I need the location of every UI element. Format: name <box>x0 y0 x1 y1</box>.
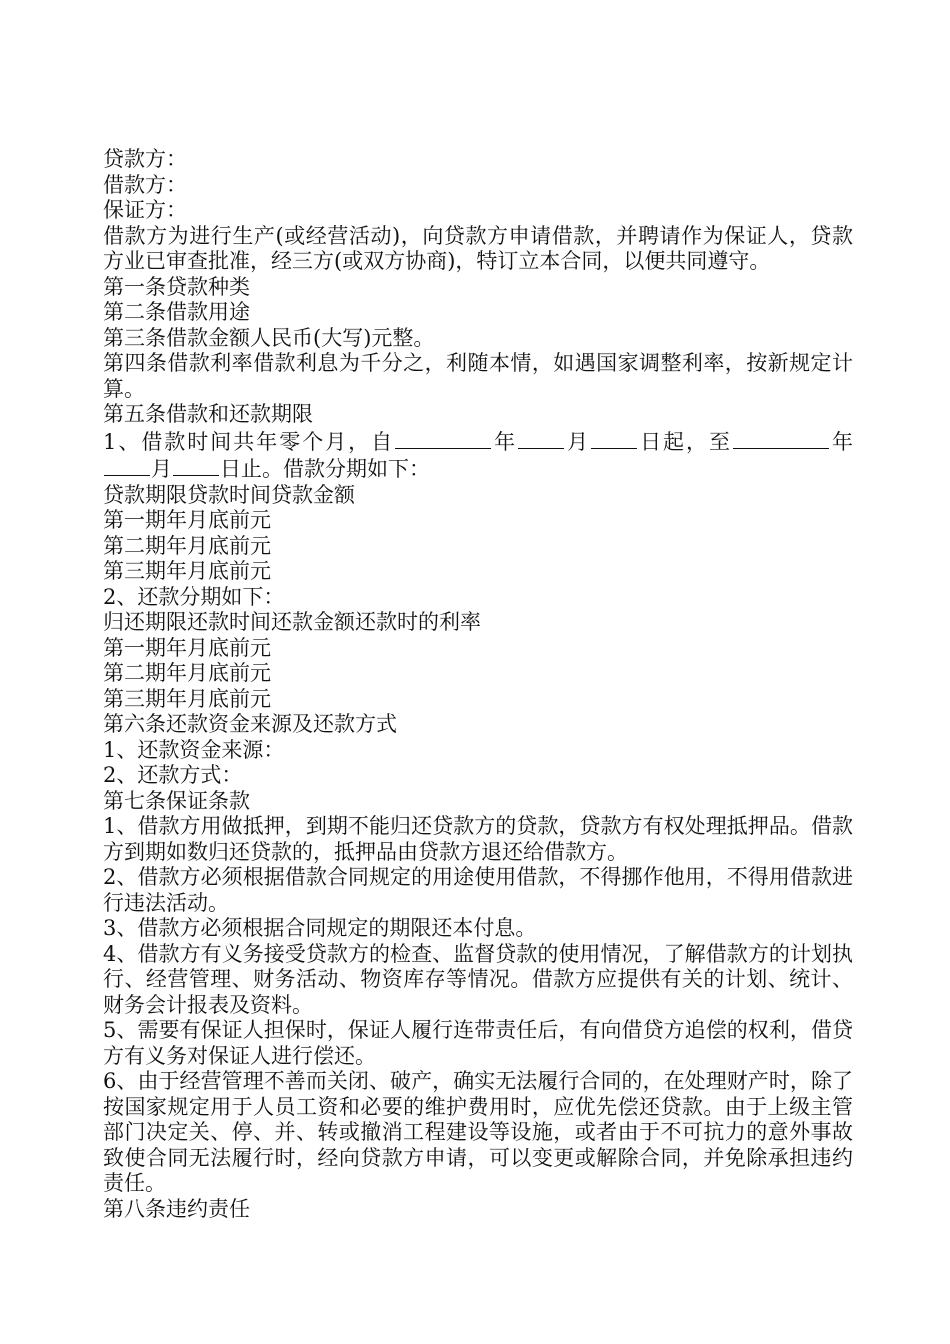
loan-term-year-2: 年 <box>830 429 853 454</box>
article-4-paragraph: 第四条借款利率借款利息为千分之，利随本情，如遇国家调整利率，按新规定计算。 <box>103 351 853 401</box>
loan-term-text-1: 1、借款时间共年零个月，自 <box>103 429 395 454</box>
start-month-blank <box>518 428 564 449</box>
contract-document <box>103 147 853 1222</box>
article-2-heading: 第二条借款用途 <box>103 300 250 324</box>
loan-term-year-1: 年 <box>492 429 518 454</box>
article-7-item: 4、借款方有义务接受贷款方的检查、监督贷款的使用情况，了解借款方的计划执行、经营管理、财务活动、物资库存等情况。借款方应提供有关的计划、统计、财务会计报表及资料。 <box>103 941 853 1017</box>
loan-term-day-1: 日起，至 <box>638 429 733 454</box>
lender-line: 贷款方： <box>103 147 187 171</box>
article-7-item: 5、需要有保证人担保时，保证人履行连带责任后，有向借贷方追偿的权利，借贷方有义务对保证人进行偿还。 <box>103 1018 853 1068</box>
article-6-heading: 第六条还款资金来源及还款方式 <box>103 712 397 736</box>
end-day-blank <box>173 455 219 476</box>
start-day-blank <box>591 428 637 449</box>
article-3-paragraph: 第三条借款金额人民币(大写)元整。 <box>103 325 435 350</box>
loan-term-month-1: 月 <box>565 429 591 454</box>
preamble-paragraph: 借款方为进行生产(或经营活动)，向贷款方申请借款，并聘请作为保证人，贷款方业已审查批准，经三方(或双方协商)，特订立本合同，以便共同遵守。 <box>103 223 853 273</box>
article-7-heading: 第七条保证条款 <box>103 788 250 813</box>
loan-term-month-2: 月 <box>151 457 172 481</box>
loan-term-paragraph <box>103 428 853 483</box>
article-7-item: 3、借款方必须根据合同规定的期限还本付息。 <box>103 916 537 940</box>
article-7-item: 2、借款方必须根据借款合同规定的用途使用借款，不得挪作他用，不得用借款进行违法活动。 <box>103 865 853 915</box>
article-7-item: 1、借款方用做抵押，到期不能归还贷款方的贷款，贷款方有权处理抵押品。借款方到期如数归还贷款的，抵押品由贷款方退还给借款方。 <box>103 814 853 864</box>
start-year-blank <box>395 428 491 449</box>
article-6-item: 2、还款方式： <box>103 763 243 787</box>
loan-schedule-row: 第三期年月底前元 <box>103 559 271 583</box>
loan-schedule-header: 贷款期限贷款时间贷款金额 <box>103 482 355 507</box>
end-year-blank <box>733 428 829 449</box>
loan-term-day-2: 日止。借款分期如下： <box>220 457 430 481</box>
end-month-blank <box>104 455 150 476</box>
loan-schedule-row: 第一期年月底前元 <box>103 508 271 532</box>
article-1-heading: 第一条贷款种类 <box>103 274 250 299</box>
article-5-heading: 第五条借款和还款期限 <box>103 402 313 426</box>
repayment-schedule-header: 归还期限还款时间还款金额还款时的利率 <box>103 610 481 634</box>
article-7-item: 6、由于经营管理不善而关闭、破产，确实无法履行合同的，在处理财产时，除了按国家规定用于人员工资和必要的维护费用时，应优先偿还贷款。由于上级主管部门决定关、停、并、转或撤消工程建设等设施，或者由于不可抗力的意外事故致使合同无法履行时，经向贷款方申请，可以变更或解除合同，并免除承担违约责任。 <box>103 1069 853 1195</box>
loan-schedule-row: 第二期年月底前元 <box>103 533 271 558</box>
repayment-intro: 2、还款分期如下： <box>103 584 285 609</box>
article-6-item: 1、还款资金来源： <box>103 737 285 762</box>
repayment-schedule-row: 第一期年月底前元 <box>103 635 271 660</box>
repayment-schedule-row: 第三期年月底前元 <box>103 686 271 711</box>
borrower-line: 借款方： <box>103 172 187 197</box>
article-8-heading: 第八条违约责任 <box>103 1196 250 1221</box>
guarantor-line: 保证方： <box>103 198 187 222</box>
repayment-schedule-row: 第二期年月底前元 <box>103 661 271 685</box>
